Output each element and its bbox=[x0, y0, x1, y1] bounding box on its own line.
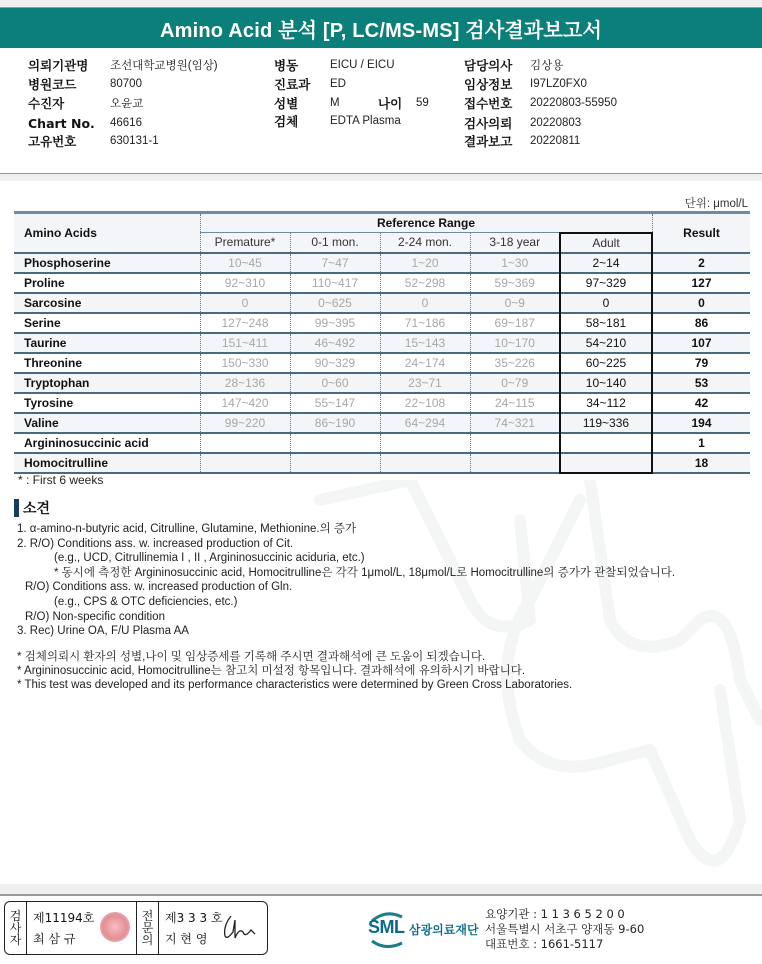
opinion-line: 1. α-amino-n-butyric acid, Citrulline, Glutamine, Methionine.의 증가 bbox=[17, 523, 357, 535]
reference-range-cell: 59~369 bbox=[470, 273, 560, 293]
amino-acid-name: Argininosuccinic acid bbox=[14, 433, 200, 453]
adult-reference: 58~181 bbox=[560, 313, 652, 333]
reference-range-cell bbox=[380, 433, 470, 453]
reference-range-cell: 55~147 bbox=[290, 393, 380, 413]
info-value: 46616 bbox=[110, 117, 142, 129]
amino-acid-name: Threonine bbox=[14, 353, 200, 373]
specialist-role bbox=[137, 902, 159, 954]
info-value: 80700 bbox=[110, 78, 142, 90]
info-value: 오윤교 bbox=[110, 98, 144, 110]
reference-range-cell: 99~395 bbox=[290, 313, 380, 333]
info-row bbox=[274, 75, 346, 93]
info-label: 의뢰기관명 bbox=[28, 58, 89, 73]
amino-acid-name: Serine bbox=[14, 313, 200, 333]
info-row bbox=[464, 94, 617, 112]
table-row bbox=[14, 353, 750, 373]
reference-range-cell: 1~30 bbox=[470, 253, 560, 273]
info-row bbox=[274, 112, 401, 130]
info-row bbox=[28, 56, 218, 74]
reference-range-cell: 92~310 bbox=[200, 273, 290, 293]
reference-range-cell: 0 bbox=[200, 293, 290, 313]
table-row bbox=[14, 313, 750, 333]
examiner-role bbox=[5, 902, 27, 954]
table-header-row bbox=[14, 213, 750, 233]
adult-reference: 0 bbox=[560, 293, 652, 313]
info-row bbox=[464, 75, 587, 93]
info-value: 김상용 bbox=[530, 60, 564, 72]
examiner-cell bbox=[27, 902, 137, 954]
result-value: 107 bbox=[652, 333, 750, 353]
note-line: * This test was developed and its performance characteristics were determined by Green Cross Laboratories. bbox=[17, 679, 573, 692]
header-adult: Adult bbox=[560, 233, 652, 253]
reference-range-cell bbox=[470, 433, 560, 453]
info-label: 검체 bbox=[274, 114, 299, 129]
reference-range-cell: 69~187 bbox=[470, 313, 560, 333]
org-info-line: 요양기관 : 1 1 3 6 5 2 0 0 bbox=[485, 907, 625, 921]
examiner-license: 제11194호 bbox=[33, 911, 95, 925]
age-value: 59 bbox=[416, 97, 429, 109]
report-title: Amino Acid 분석 [P, LC/MS-MS] 검사결과보고서 bbox=[0, 8, 762, 48]
header-2-24-mon: 2-24 mon. bbox=[380, 233, 470, 253]
result-value: 79 bbox=[652, 353, 750, 373]
reference-range-cell: 0~60 bbox=[290, 373, 380, 393]
header-reference-range: Reference Range bbox=[200, 213, 652, 233]
reference-range-cell bbox=[380, 453, 470, 473]
reference-range-cell: 74~321 bbox=[470, 413, 560, 433]
org-info-line: 대표번호 : 1661-5117 bbox=[485, 937, 604, 951]
reference-range-cell: 28~136 bbox=[200, 373, 290, 393]
reference-range-cell: 0 bbox=[380, 293, 470, 313]
top-strip bbox=[0, 0, 762, 8]
sml-logo-text: SML bbox=[368, 917, 405, 937]
reference-range-cell: 110~417 bbox=[290, 273, 380, 293]
info-value: I97LZ0FX0 bbox=[530, 78, 587, 90]
table-row bbox=[14, 253, 750, 273]
info-value: 630131-1 bbox=[110, 135, 159, 147]
reference-range-cell bbox=[290, 453, 380, 473]
header-amino-acids: Amino Acids bbox=[14, 213, 200, 253]
table-row bbox=[14, 333, 750, 353]
table-row bbox=[14, 413, 750, 433]
table-footnote: * : First 6 weeks bbox=[18, 473, 104, 487]
info-label: 병동 bbox=[274, 58, 299, 73]
reference-range-cell bbox=[470, 453, 560, 473]
opinion-line: 2. R/O) Conditions ass. w. increased production of Cit. bbox=[17, 537, 294, 550]
info-row bbox=[274, 94, 429, 112]
amino-acid-name: Tryptophan bbox=[14, 373, 200, 393]
info-row bbox=[28, 132, 159, 150]
organization-name: 삼광의료재단 bbox=[409, 923, 479, 937]
specialist-name: 지 현 영 bbox=[165, 932, 208, 946]
amino-acid-name: Tyrosine bbox=[14, 393, 200, 413]
opinion-line: R/O) Conditions ass. w. increased production of Gln. bbox=[25, 581, 293, 594]
adult-reference: 2~14 bbox=[560, 253, 652, 273]
info-label: 고유번호 bbox=[28, 134, 77, 149]
info-label: 임상정보 bbox=[464, 77, 513, 92]
adult-reference: 54~210 bbox=[560, 333, 652, 353]
info-row bbox=[28, 94, 143, 112]
reference-range-cell: 22~108 bbox=[380, 393, 470, 413]
opinion-text bbox=[17, 522, 675, 639]
table-row bbox=[14, 373, 750, 393]
info-row bbox=[464, 132, 580, 150]
unit-label: 단위: μmol/L bbox=[684, 198, 748, 210]
info-label: 담당의사 bbox=[464, 58, 513, 73]
result-value: 18 bbox=[652, 453, 750, 473]
reference-range-cell: 147~420 bbox=[200, 393, 290, 413]
age-label: 나이 bbox=[378, 96, 403, 111]
info-label: Chart No. bbox=[28, 115, 95, 131]
signature-box bbox=[4, 901, 268, 955]
reference-range-cell: 90~329 bbox=[290, 353, 380, 373]
role-char: 자 bbox=[9, 933, 22, 947]
reference-range-cell: 0~9 bbox=[470, 293, 560, 313]
note-line: * Argininosuccinic acid, Homocitrulline는 참고치 미설정 항목입니다. 결과해석에 유의하시기 바랍니다. bbox=[17, 665, 526, 678]
reference-range-cell: 71~186 bbox=[380, 313, 470, 333]
header-0-1-mon: 0-1 mon. bbox=[290, 233, 380, 253]
adult-reference bbox=[560, 453, 652, 473]
reference-range-cell bbox=[200, 433, 290, 453]
result-value: 2 bbox=[652, 253, 750, 273]
info-label: 결과보고 bbox=[464, 134, 513, 149]
adult-reference: 60~225 bbox=[560, 353, 652, 373]
info-value: 20220803 bbox=[530, 117, 582, 129]
reference-range-cell: 24~115 bbox=[470, 393, 560, 413]
info-value: 조선대학교병원(임상) bbox=[110, 60, 218, 72]
reference-range-cell: 7~47 bbox=[290, 253, 380, 273]
info-label: 병원코드 bbox=[28, 77, 77, 92]
reference-range-cell: 23~71 bbox=[380, 373, 470, 393]
header-result: Result bbox=[652, 213, 750, 253]
amino-acid-name: Proline bbox=[14, 273, 200, 293]
role-char: 사 bbox=[9, 921, 22, 935]
table-row bbox=[14, 293, 750, 313]
info-value: M bbox=[330, 97, 340, 109]
table-row bbox=[14, 453, 750, 473]
result-value: 53 bbox=[652, 373, 750, 393]
role-char: 전 bbox=[141, 909, 154, 923]
role-char: 검 bbox=[9, 909, 22, 923]
reference-range-cell: 64~294 bbox=[380, 413, 470, 433]
patient-info bbox=[0, 56, 762, 151]
adult-reference: 34~112 bbox=[560, 393, 652, 413]
table-body bbox=[14, 253, 750, 473]
info-value: EDTA Plasma bbox=[330, 115, 401, 127]
reference-range-cell: 10~170 bbox=[470, 333, 560, 353]
opinion-heading bbox=[14, 498, 50, 518]
opinion-title: 소견 bbox=[23, 501, 51, 517]
info-row bbox=[28, 75, 142, 93]
reference-range-cell: 99~220 bbox=[200, 413, 290, 433]
info-value: ED bbox=[330, 78, 346, 90]
signature-icon bbox=[221, 912, 257, 942]
adult-reference bbox=[560, 433, 652, 453]
adult-reference: 10~140 bbox=[560, 373, 652, 393]
amino-acid-name: Valine bbox=[14, 413, 200, 433]
footer-divider bbox=[0, 884, 762, 896]
opinion-line: R/O) Non-specific condition bbox=[25, 610, 165, 623]
reference-range-cell: 150~330 bbox=[200, 353, 290, 373]
seal-stamp-icon bbox=[100, 912, 130, 942]
amino-acid-name: Phosphoserine bbox=[14, 253, 200, 273]
opinion-line: (e.g., CPS & OTC deficiencies, etc.) bbox=[54, 595, 238, 608]
reference-range-cell: 15~143 bbox=[380, 333, 470, 353]
result-value: 1 bbox=[652, 433, 750, 453]
info-label: 성별 bbox=[274, 96, 299, 111]
opinion-line: (e.g., UCD, Citrullinemia I , II , Argininosuccinic aciduria, etc.) bbox=[54, 552, 365, 565]
adult-reference: 119~336 bbox=[560, 413, 652, 433]
header-3-18-year: 3-18 year bbox=[470, 233, 560, 253]
result-value: 86 bbox=[652, 313, 750, 333]
result-value: 0 bbox=[652, 293, 750, 313]
reference-range-cell: 1~20 bbox=[380, 253, 470, 273]
adult-reference: 97~329 bbox=[560, 273, 652, 293]
result-value: 42 bbox=[652, 393, 750, 413]
reference-range-cell bbox=[200, 453, 290, 473]
opinion-line: 3. Rec) Urine OA, F/U Plasma AA bbox=[17, 625, 189, 638]
reference-range-cell: 151~411 bbox=[200, 333, 290, 353]
reference-range-cell: 24~174 bbox=[380, 353, 470, 373]
info-label: 접수번호 bbox=[464, 96, 513, 111]
role-char: 문 bbox=[141, 921, 154, 935]
role-char: 의 bbox=[141, 933, 154, 947]
reference-range-cell: 127~248 bbox=[200, 313, 290, 333]
reference-range-cell: 0~625 bbox=[290, 293, 380, 313]
table-row bbox=[14, 273, 750, 293]
reference-range-cell: 86~190 bbox=[290, 413, 380, 433]
opinion-line: * 동시에 측정한 Argininosuccinic acid, Homocitrulline은 각각 1μmol/L, 18μmol/L로 Homocitrulline의 증가가 관찰되었습니다. bbox=[54, 566, 676, 579]
organization-info bbox=[485, 907, 644, 952]
table-row bbox=[14, 393, 750, 413]
org-info-line: 서울특별시 서초구 양재동 9-60 bbox=[485, 922, 645, 936]
notes bbox=[17, 650, 572, 693]
info-row bbox=[464, 56, 563, 74]
amino-acid-name: Homocitrulline bbox=[14, 453, 200, 473]
amino-acid-name: Sarcosine bbox=[14, 293, 200, 313]
info-row bbox=[274, 56, 395, 74]
reference-range-cell: 0~79 bbox=[470, 373, 560, 393]
info-label: 수진자 bbox=[28, 96, 65, 111]
result-value: 127 bbox=[652, 273, 750, 293]
info-label: 진료과 bbox=[274, 77, 311, 92]
info-row bbox=[464, 114, 581, 132]
header-premature: Premature* bbox=[200, 233, 290, 253]
info-row bbox=[28, 114, 142, 132]
table-row bbox=[14, 433, 750, 453]
info-value: 20220803-55950 bbox=[530, 97, 617, 109]
info-label: 검사의뢰 bbox=[464, 116, 513, 131]
specialist-license: 제3 3 3 호 bbox=[165, 911, 223, 925]
section-divider bbox=[0, 173, 762, 181]
reference-range-cell: 52~298 bbox=[380, 273, 470, 293]
info-value: 20220811 bbox=[530, 135, 581, 147]
note-line: * 검체의뢰시 환자의 성별,나이 및 임상증세를 기록해 주시면 결과해석에 큰 도움이 되겠습니다. bbox=[17, 651, 486, 663]
amino-acid-table bbox=[14, 211, 750, 474]
reference-range-cell: 46~492 bbox=[290, 333, 380, 353]
amino-acid-name: Taurine bbox=[14, 333, 200, 353]
info-value: EICU / EICU bbox=[330, 59, 395, 71]
reference-range-cell: 10~45 bbox=[200, 253, 290, 273]
specialist-cell bbox=[159, 902, 267, 954]
reference-range-cell: 35~226 bbox=[470, 353, 560, 373]
reference-range-cell bbox=[290, 433, 380, 453]
result-value: 194 bbox=[652, 413, 750, 433]
examiner-name: 최 삼 규 bbox=[33, 932, 76, 946]
heading-bar bbox=[14, 499, 19, 517]
